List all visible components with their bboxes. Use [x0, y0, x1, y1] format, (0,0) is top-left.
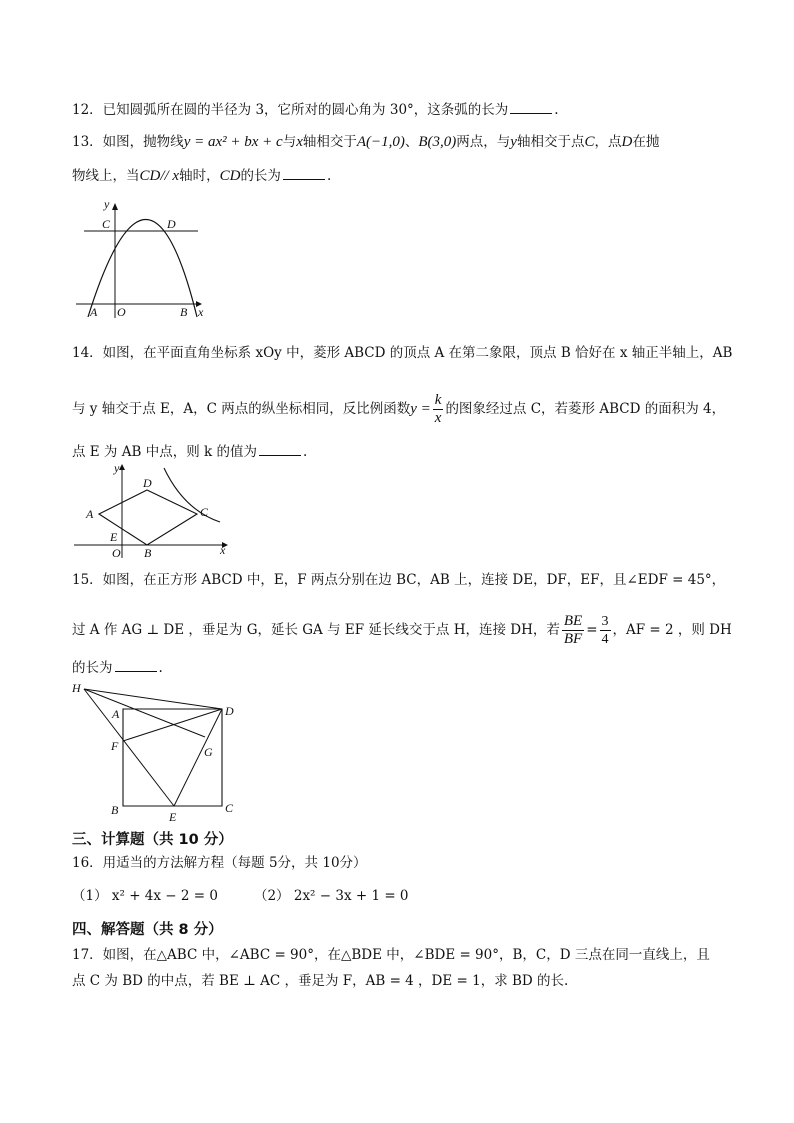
q15-label-d: D — [225, 704, 234, 718]
q15-label-f: F — [111, 739, 119, 753]
q16-equation-2: （2） 2x² − 3x + 1 = 0 — [253, 888, 409, 904]
q15-line-hd — [84, 689, 222, 709]
q13-label-y: y — [104, 197, 110, 211]
q12-text: 12．已知圆弧所在圆的半径为 3，它所对的圆心角为 30°，这条弧的长为 — [72, 102, 509, 118]
q15-label-g: G — [204, 745, 213, 759]
q14-label-o: O — [112, 546, 121, 560]
q12-answer-blank[interactable] — [510, 100, 552, 114]
q15-ratio-fraction: $\frac{BE}{BF}$ — [563, 613, 583, 647]
q15-square-figure — [70, 680, 245, 825]
q14-rhombus-figure — [72, 462, 232, 560]
q16-equations — [72, 887, 409, 905]
section-3-heading: 三、计算题（共 10 分） — [72, 832, 233, 848]
q14-label-e: E — [110, 530, 118, 544]
q15-line-1: 15．如图，在正方形 ABCD 中，E，F 两点分别在边 BC，AB 上，连接 DE，DF，EF，且∠EDF = 45°， — [72, 572, 726, 588]
q13-label-a: A — [90, 305, 98, 319]
q14-label-d: D — [143, 476, 152, 490]
q14-fraction: $\frac{k}{x}$ — [434, 392, 442, 426]
q14-line-1: 14．如图，在平面直角坐标系 xOy 中，菱形 ABCD 的顶点 A 在第二象限，顶点 B 恰好在 x 轴正半轴上，AB — [72, 345, 733, 361]
q14-label-x: x — [220, 543, 226, 557]
q13-line-1: 13．如图，抛物线y = ax² + bx + c与x轴相交于A(−1,0)、B(3,0)两点，与y轴相交于点C，点D在抛 — [72, 134, 660, 150]
q15-label-b: B — [111, 803, 119, 817]
q14-hyperbola — [164, 468, 220, 522]
q13-parabola-figure — [70, 196, 220, 321]
q14-line-2: 与 y 轴交于点 E，A，C 两点的纵坐标相同，反比例函数y = $\frac{k}{x}$ 的图象经过点 C，若菱形 ABCD 的面积为 4， — [72, 392, 726, 426]
q15-label-e: E — [169, 810, 177, 824]
q13-formula: y = ax² + bx + c — [183, 134, 283, 150]
q15-value-fraction: $\frac{3}{4}$ — [601, 614, 609, 647]
q14-line-3: 点 E 为 AB 中点，则 k 的值为 . — [72, 444, 308, 460]
q15-label-h: H — [72, 681, 81, 695]
q15-line-2: 过 A 作 AG ⊥ DE ，垂足为 G，延长 GA 与 EF 延长线交于点 H，连接 DH，若 $\frac{BE}{BF}$ = $\frac{3}{4}$ ，AF = 2 ，则 DH — [72, 613, 732, 647]
q14-y-arrow — [119, 464, 125, 470]
q13-point-b: B(3,0) — [418, 134, 457, 150]
q15-line-df — [123, 709, 222, 741]
q14-answer-blank[interactable] — [259, 442, 301, 456]
q16-line: 16．用适当的方法解方程（每题 5分，共 10分） — [72, 855, 367, 871]
q13-answer-blank[interactable] — [283, 166, 325, 180]
q14-label-c: C — [200, 505, 209, 519]
q16-equation-1: （1） x² + 4x − 2 = 0 — [72, 888, 218, 904]
q14-label-y: y — [114, 461, 120, 475]
q17-line-1: 17．如图，在△ABC 中，∠ABC = 90°，在△BDE 中，∠BDE = 90°，B，C，D 三点在同一直线上，且 — [72, 947, 710, 963]
q15-line-3: 的长为 . — [72, 660, 163, 676]
q14-label-b: B — [144, 546, 152, 560]
q13-label-o: O — [117, 305, 126, 319]
q13-label-d: D — [167, 217, 176, 231]
q13-line-2: 物线上，当CD// x轴时，CD的长为 . — [72, 168, 332, 184]
q12-line: 12．已知圆弧所在圆的半径为 3，它所对的圆心角为 30°，这条弧的长为 . — [72, 102, 559, 118]
q15-label-a: A — [112, 707, 120, 721]
q13-label-x: x — [198, 305, 204, 319]
q14-label-a: A — [86, 507, 94, 521]
q13-y-arrow — [112, 203, 118, 210]
q15-answer-blank[interactable] — [115, 658, 157, 672]
q15-label-c: C — [225, 801, 234, 815]
q13-label-c: C — [102, 217, 111, 231]
q13-parabola — [88, 220, 197, 318]
q15-line-de — [174, 709, 222, 806]
q13-point-a: A(−1,0) — [356, 134, 405, 150]
section-4-heading: 四、解答题（共 8 分） — [72, 922, 223, 938]
q17-line-2: 点 C 为 BD 的中点，若 BE ⊥ AC ，垂足为 F，AB = 4 ，DE = 1，求 BD 的长. — [72, 973, 569, 989]
q13-label-b: B — [180, 305, 188, 319]
